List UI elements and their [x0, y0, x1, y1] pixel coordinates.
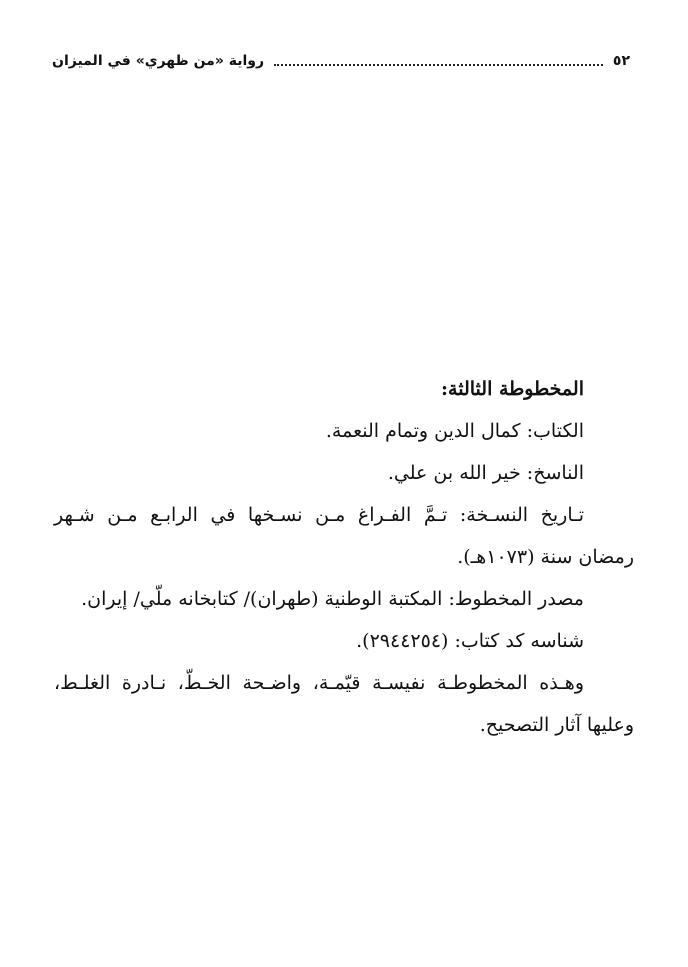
page-number: ٥٢ [612, 53, 630, 69]
book-id-line: شناسه كد كتاب: (٢٩٤٤٢٥٤). [356, 630, 584, 652]
copy-date-line-1: تـاريخ النسـخة: تـمَّ الفـراغ مـن نسـخها في الرابـع مـن شـهر [54, 504, 584, 526]
running-header-title: رواية «من ظهري» في الميزان [52, 53, 265, 69]
section-title: المخطوطة الثالثة: [441, 378, 584, 400]
source-line: مصدر المخطوط: المكتبة الوطنية (طهران)/ كتابخانه ملّي/ إيران. [81, 588, 584, 610]
description-line-2: وعليها آثار التصحيح. [479, 714, 634, 736]
copyist-line: الناسخ: خير الله بن علي. [387, 462, 584, 484]
running-header [52, 48, 630, 74]
manuscript-description [54, 368, 634, 746]
copy-date-line-2: رمضان سنة (١٠٧٣هـ). [457, 546, 634, 568]
description-line-1: وهـذه المخطوطـة نفيسـة قيّمـة، واضـحة الخـطّ، نـادرة الغلـط، [54, 672, 584, 694]
book-line: الكتاب: كمال الدين وتمام النعمة. [325, 420, 584, 442]
dotted-leader [274, 64, 603, 66]
